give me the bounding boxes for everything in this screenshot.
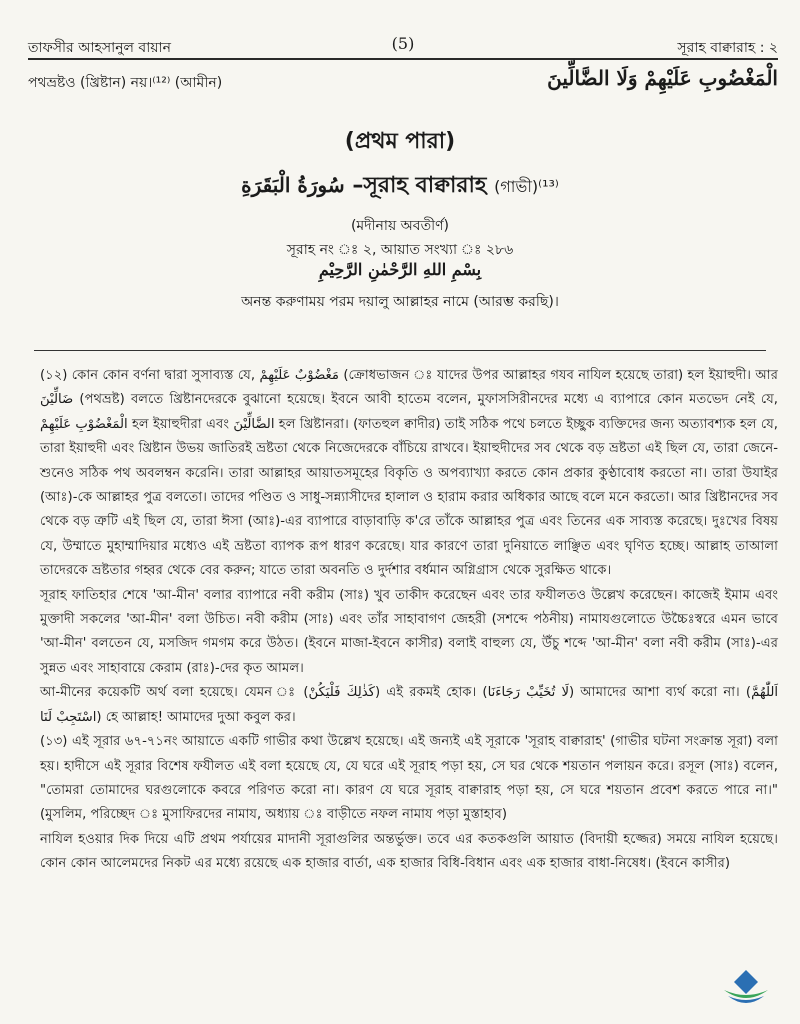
- footnote-paragraph: নাযিল হওয়ার দিক দিয়ে এটি প্রথম পর্যায়ের মাদানী সূরাগুলির অন্তর্ভুক্ত। তবে এর কতকগুলি আয়াত (বিদায়ী হজ্জের) সময়ে নাযিল হয়েছে। কোন কোন আলেমদের নিকট এর মধ্যে রয়েছে এক হাজার বার্তা, এক হাজার বিধি-বিধান এবং এক হাজার বাধা-নিষেধ। (ইবনে কাসীর): [40, 831, 778, 872]
- surah-title-arabic: سُورَةُ الْبَقَرَةِ: [241, 173, 345, 197]
- publisher-logo-icon: [718, 966, 774, 1006]
- surah-reference: সূরাহ বাক্বারাহ : ২: [677, 40, 778, 56]
- footnote-paragraph: আ-মীনের কয়েকটি অর্থ বলা হয়েছে। যেমন ঃ (كَذٰلِكَ فَلْيَكُنْ) এই রকমই হোক। (لَا تُخَيِّبْ رَجَاءَنَا) আমাদের আশা ব্যর্থ করো না। (اَللّٰهُمَّ اسْتَجِبْ لَنَا) হে আল্লাহ! আমাদের দুআ কবুল কর।: [40, 685, 778, 725]
- page-number: (5): [391, 34, 415, 53]
- footnote-paragraph: (১২) কোন কোন বর্ণনা দ্বারা সুসাব্যস্ত যে, مَغْضُوْبٌ عَلَيْهِمْ (ক্রোধভাজন ঃ যাদের উপর আল্লাহর গযব নাযিল হয়েছে তারা) হল ইয়াহুদী। আর ضَالِّيْنَ (পথভ্রষ্ট) বলতে খ্রিষ্টানদেরকে বুঝানো হয়েছে। ইবনে আবী হাতেম বলেন, মুফাসসিরীনদের মধ্যে এ ব্যাপারে কোন মতভেদ নেই যে, الْمَغْضُوْبِ عَلَيْهِمْ হল ইয়াহুদীরা এবং الضَّالِّيْنَ হল খ্রিষ্টানরা। (ফাতহুল ক্বাদীর) তাই সঠিক পথে চলতে ইচ্ছুক ব্যক্তিদের জন্য অত্যাবশ্যক হল যে, তারা ইয়াহুদী এবং খ্রিষ্টান উভয় জাতিরই ভ্রষ্টতা থেকে নিজেদেরকে বাঁচিয়ে রাখবে। ইয়াহুদীদের সব থেকে বড় ভ্রষ্টতা এই ছিল যে, তারা জেনে-শুনেও সঠিক পথ অবলম্বন করেনি। তারা আল্লাহর আয়াতসমূহের বিকৃতি ও অপব্যাখ্যা করতে কোন প্রকার কুণ্ঠাবোধ করতো না। তারা উযাইর (আঃ)-কে আল্লাহর পুত্র বলতো। তাদের পণ্ডিত ও সাধু-সন্ন্যাসীদের হালাল ও হারাম করার অধিকার আছে বলে মনে করতো। আর খ্রিষ্টানদের সব থেকে বড় ত্রুটি এই ছিল যে, তারা ঈসা (আঃ)-এর ব্যাপারে বাড়াবাড়ি ক'রে তাঁকে আল্লাহর পুত্র এবং তিনের এক সাব্যস্ত করেছে। দুঃখের বিষয় যে, উম্মাতে মুহাম্মাদিয়ার মধ্যেও এই ভ্রষ্টতা ব্যাপক রূপ ধারণ করেছে। যার কারণে তারা দুনিয়াতে লাঞ্ছিত এবং ঘৃণিত হচ্ছে। আল্লাহ তাআলা তাদেরকে ভ্রষ্টতার গহ্বর থেকে বের করুন; যাতে তারা অবনতি ও দুর্দশার বর্ধমান অগ্নিগ্রাস থেকে সুরক্ষিত থাকে।: [40, 368, 779, 579]
- page-header: [28, 34, 778, 60]
- surah-title: [0, 168, 800, 205]
- book-title: তাফসীর আহসানুল বায়ান: [28, 40, 171, 56]
- footnote-divider: [34, 350, 766, 351]
- para-title: (প্রথম পারা): [344, 129, 456, 154]
- verse-translation: পথভ্রষ্টও (খ্রিষ্টান) নয়।⁽¹²⁾ (আমীন): [28, 75, 223, 91]
- verse-arabic: الْمَغْضُوبِ عَلَيْهِمْ وَلَا الضَّالِّينَ: [547, 66, 778, 90]
- revelation-place: (মদীনায় অবতীর্ণ): [350, 218, 450, 234]
- footnote-paragraph: (১৩) এই সূরার ৬৭-৭১নং আয়াতে একটি গাভীর কথা উল্লেখ হয়েছে। এই জন্যই এই সূরাকে 'সূরাহ বাক্বারাহ' (গাভীর ঘটনা সংক্রান্ত সূরা) বলা হয়। হাদীসে এই সূরার বিশেষ ফযীলত এই বলা হয়েছে যে, যে ঘরে এই সূরাহ পড়া হয়, সে ঘর থেকে শয়তান পলায়ন করে। রসূল (সাঃ) বলেন, "তোমরা তোমাদের ঘরগুলোকে কবরে পরিণত করো না। কারণ যে ঘরে সূরাহ বাক্বারাহ পড়া হয়, সে ঘরে শয়তান প্রবেশ করতে পারে না।" (মুসলিম, পরিচ্ছেদ ঃ মুসাফিরদের নামায, অধ্যায় ঃ বাড়ীতে নফল নামায পড়া মুস্তাহাব): [40, 734, 778, 823]
- surah-title-bengali: –সূরাহ বাক্বারাহ: [352, 173, 487, 198]
- footnote-paragraph: সূরাহ ফাতিহার শেষে 'আ-মীন' বলার ব্যাপারে নবী করীম (সাঃ) খুব তাকীদ করেছেন এবং তার ফযীলতও উল্লেখ করেছেন। কাজেই ইমাম এবং মুক্তাদী সকলের 'আ-মীন' বলা উচিত। নবী করীম (সাঃ) এবং তাঁর সাহাবাগণ জেহরী (সশব্দে পঠনীয়) নামাযগুলোতে উচ্চৈঃস্বরে এমন ভাবে 'আ-মীন' বলতেন যে, মসজিদ গমগম করে উঠত। (ইবনে মাজা-ইবনে কাসীর) বলাই বাহুল্য যে, উঁচু শব্দে 'আ-মীন' বলা নবী করীম (সাঃ)-এর সুন্নত এবং সাহাবায়ে কেরাম (রাঃ)-দের কৃত আমল।: [40, 587, 778, 676]
- bismillah: بِسْمِ اللهِ الرَّحْمٰنِ الرَّحِيْمِ: [318, 260, 482, 279]
- closing-verse-line: [28, 66, 778, 96]
- bismillah-translation: অনন্ত করুণাময় পরম দয়ালু আল্লাহর নামে (আরম্ভ করছি)।: [241, 294, 559, 310]
- surah-title-suffix: (গাভী)⁽¹³⁾: [494, 177, 559, 196]
- footnotes: [40, 364, 778, 877]
- surah-info: সূরাহ নং ঃ ২, আয়াত সংখ্যা ঃ ২৮৬: [286, 242, 514, 258]
